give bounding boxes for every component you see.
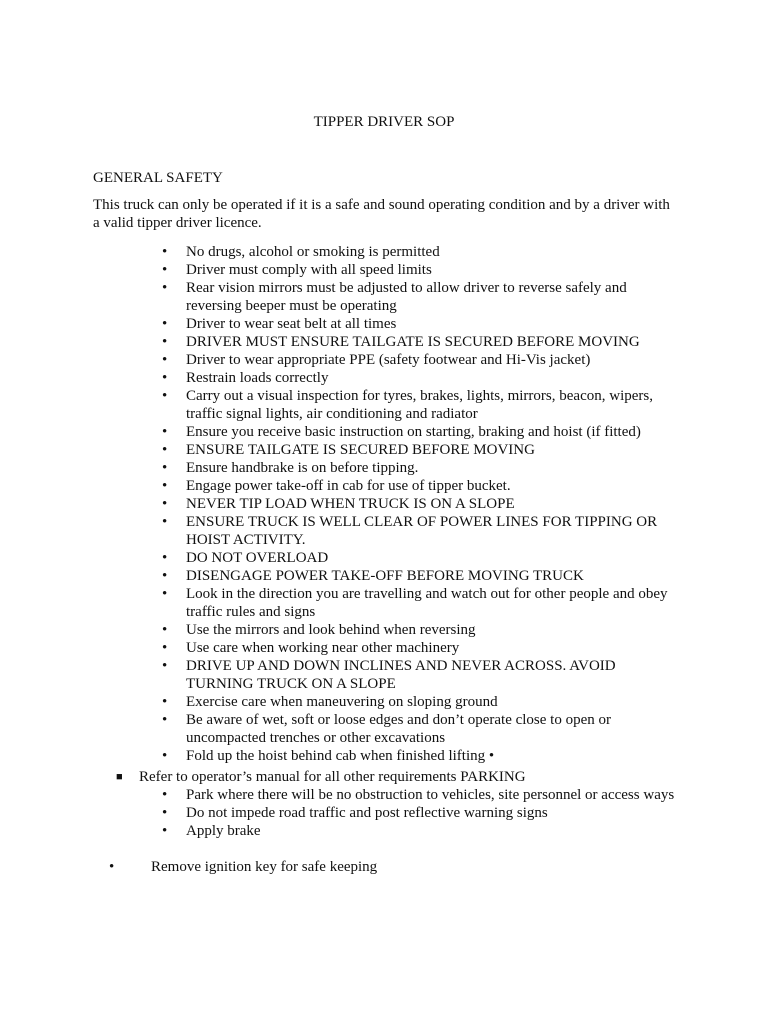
bullet-icon: •	[162, 805, 168, 821]
list-item	[0, 387, 686, 423]
list-item	[0, 441, 686, 459]
document-title: TIPPER DRIVER SOP	[313, 114, 455, 130]
list-item-text: Be aware of wet, soft or loose edges and don’t operate close to open or uncompacted trenches or other excavations	[186, 712, 612, 746]
intro-paragraph: This truck can only be operated if it is a safe and sound operating condition and by a driver with a valid tipper driver licence.	[93, 197, 670, 231]
list-item-text: DO NOT OVERLOAD	[186, 550, 329, 566]
bullet-icon: •	[162, 787, 168, 803]
list-item	[0, 804, 686, 822]
bullet-icon: •	[162, 424, 168, 440]
bullet-icon: •	[162, 514, 168, 530]
bullet-icon: •	[162, 694, 168, 710]
list-item-text: Ensure you receive basic instruction on starting, braking and hoist (if fitted)	[186, 424, 641, 440]
list-item-text: Carry out a visual inspection for tyres, brakes, lights, mirrors, beacon, wipers, traffic signal lights, air conditioning and radiator	[186, 388, 653, 422]
list-item	[0, 747, 686, 765]
list-item-text: Look in the direction you are travelling and watch out for other people and obey traffic rules and signs	[186, 586, 668, 620]
list-item	[0, 459, 686, 477]
list-item-text: Ensure handbrake is on before tipping.	[186, 460, 419, 476]
bullet-icon: •	[162, 334, 168, 350]
list-item	[0, 786, 686, 804]
list-item	[0, 261, 686, 279]
list-item-text: DRIVE UP AND DOWN INCLINES AND NEVER ACROSS. AVOID TURNING TRUCK ON A SLOPE	[186, 658, 616, 692]
list-item	[0, 567, 686, 585]
list-item-text: Driver must comply with all speed limits	[186, 262, 432, 278]
list-item-text: Fold up the hoist behind cab when finished lifting •	[186, 748, 495, 764]
bullet-icon: •	[162, 280, 168, 296]
list-item	[0, 711, 686, 747]
bullet-icon: •	[162, 442, 168, 458]
bullet-icon: •	[162, 640, 168, 656]
list-item	[0, 495, 686, 513]
bullet-icon: •	[162, 568, 168, 584]
list-item	[0, 279, 686, 315]
list-item-text: Use care when working near other machinery	[186, 640, 460, 656]
bullet-icon: •	[162, 478, 168, 494]
final-item-text: Remove ignition key for safe keeping	[151, 859, 378, 875]
bullet-icon: •	[162, 460, 168, 476]
list-item-text: Use the mirrors and look behind when reversing	[186, 622, 476, 638]
list-item-text: Park where there will be no obstruction to vehicles, site personnel or access ways	[186, 787, 675, 803]
bullet-icon: •	[109, 859, 115, 875]
list-item	[0, 549, 686, 567]
list-item-text: DRIVER MUST ENSURE TAILGATE IS SECURED BEFORE MOVING	[186, 334, 640, 350]
list-item-text: NEVER TIP LOAD WHEN TRUCK IS ON A SLOPE	[186, 496, 515, 512]
list-item	[0, 243, 686, 261]
list-item-text: ENSURE TAILGATE IS SECURED BEFORE MOVING	[186, 442, 535, 458]
list-item	[0, 315, 686, 333]
section-heading: GENERAL SAFETY	[93, 170, 223, 186]
list-item-text: Driver to wear appropriate PPE (safety footwear and Hi-Vis jacket)	[186, 352, 591, 368]
list-item	[0, 657, 686, 693]
list-item-text: ENSURE TRUCK IS WELL CLEAR OF POWER LINES FOR TIPPING OR HOIST ACTIVITY.	[186, 514, 658, 548]
square-bullet-icon: ■	[116, 771, 123, 783]
list-item-text: Engage power take-off in cab for use of tipper bucket.	[186, 478, 511, 494]
bullet-icon: •	[162, 712, 168, 728]
list-item-text: No drugs, alcohol or smoking is permitted	[186, 244, 440, 260]
list-item-text: Do not impede road traffic and post reflective warning signs	[186, 805, 548, 821]
list-item	[0, 693, 686, 711]
bullet-icon: •	[162, 316, 168, 332]
reference-text: Refer to operator’s manual for all other requirements PARKING	[139, 769, 526, 785]
list-item	[0, 423, 686, 441]
list-item-text: Apply brake	[186, 823, 261, 839]
list-item	[0, 369, 686, 387]
list-item-text: DISENGAGE POWER TAKE-OFF BEFORE MOVING TRUCK	[186, 568, 584, 584]
bullet-icon: •	[162, 244, 168, 260]
list-item	[0, 513, 686, 549]
bullet-icon: •	[162, 388, 168, 404]
bullet-icon: •	[162, 550, 168, 566]
parking-list	[0, 786, 768, 840]
list-item	[0, 585, 686, 621]
list-item	[0, 477, 686, 495]
bullet-icon: •	[162, 496, 168, 512]
bullet-icon: •	[162, 370, 168, 386]
list-item	[0, 351, 686, 369]
list-item	[0, 621, 686, 639]
list-item	[0, 639, 686, 657]
list-item	[0, 333, 686, 351]
bullet-icon: •	[162, 658, 168, 674]
bullet-icon: •	[162, 748, 168, 764]
list-item-text: Restrain loads correctly	[186, 370, 329, 386]
list-item-text: Rear vision mirrors must be adjusted to allow driver to reverse safely and reversing beeper must be operating	[186, 280, 627, 314]
bullet-icon: •	[162, 586, 168, 602]
list-item-text: Exercise care when maneuvering on sloping ground	[186, 694, 498, 710]
list-item-text: Driver to wear seat belt at all times	[186, 316, 397, 332]
list-item	[0, 822, 686, 840]
bullet-icon: •	[162, 352, 168, 368]
bullet-icon: •	[162, 823, 168, 839]
safety-list	[0, 243, 768, 765]
bullet-icon: •	[162, 262, 168, 278]
bullet-icon: •	[162, 622, 168, 638]
